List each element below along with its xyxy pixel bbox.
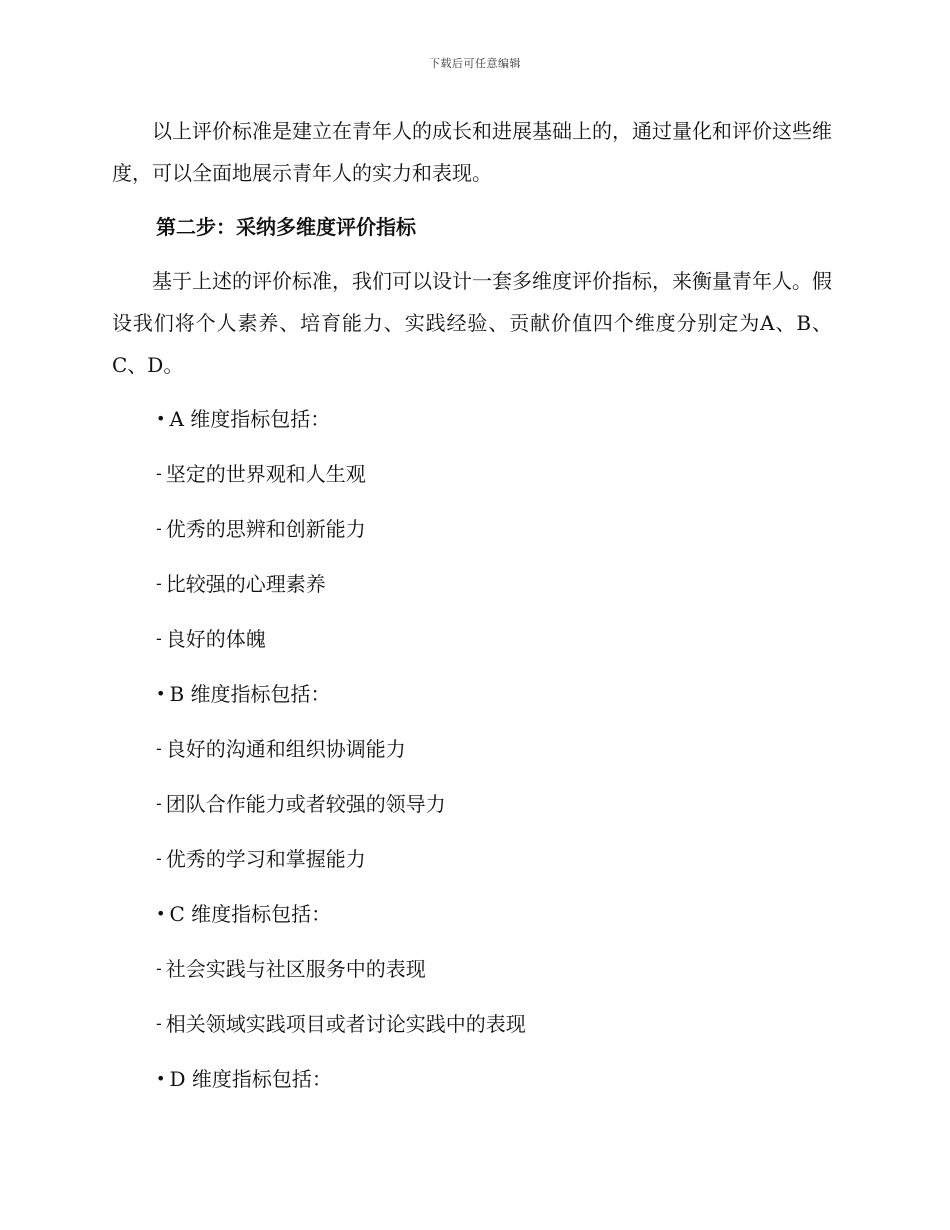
list-item <box>112 838 832 880</box>
dash-marker: - <box>156 849 162 868</box>
list-item-text: D 维度指标包括： <box>169 1067 332 1091</box>
list-item <box>112 563 832 605</box>
list-item <box>112 453 832 495</box>
list-item <box>112 618 832 660</box>
list-item-text: 相关领域实践项目或者讨论实践中的表现 <box>165 1012 526 1036</box>
list-item <box>112 948 832 990</box>
bullet-marker: • <box>156 1069 166 1088</box>
dash-marker: - <box>156 794 162 813</box>
list-item-text: 良好的沟通和组织协调能力 <box>165 737 406 761</box>
list-item-text: 团队合作能力或者较强的领导力 <box>165 792 446 816</box>
dash-marker: - <box>156 464 162 483</box>
bullet-marker: • <box>156 904 166 923</box>
dash-marker: - <box>156 574 162 593</box>
dash-marker: - <box>156 629 162 648</box>
paragraph-intro: 基于上述的评价标准，我们可以设计一套多维度评价指标，来衡量青年人。假设我们将个人素养、培育能力、实践经验、贡献价值四个维度分别定为A、B、C、D。 <box>112 269 832 377</box>
dash-marker: - <box>156 519 162 538</box>
list-item-text: C 维度指标包括： <box>169 902 332 926</box>
indicator-list <box>112 398 832 1100</box>
list-item-text: 良好的体魄 <box>165 627 266 651</box>
list-item <box>112 1003 832 1045</box>
dash-marker: - <box>156 1014 162 1033</box>
bullet-marker: • <box>156 684 166 703</box>
list-item-text: A 维度指标包括： <box>169 407 331 431</box>
list-item <box>112 398 832 440</box>
list-item <box>112 673 832 715</box>
list-item-text: B 维度指标包括： <box>169 682 331 706</box>
bullet-marker: • <box>156 409 166 428</box>
list-item <box>112 1058 832 1100</box>
list-item-text: 社会实践与社区服务中的表现 <box>165 957 426 981</box>
dash-marker: - <box>156 739 162 758</box>
list-item <box>112 783 832 825</box>
dash-marker: - <box>156 959 162 978</box>
list-item <box>112 893 832 935</box>
list-item-text: 优秀的思辨和创新能力 <box>165 517 366 541</box>
document-body <box>112 110 832 1113</box>
page-header: 下载后可任意编辑 <box>429 57 521 70</box>
list-item-text: 坚定的世界观和人生观 <box>165 462 366 486</box>
list-item <box>112 508 832 550</box>
section-heading: 第二步：采纳多维度评价指标 <box>156 215 416 239</box>
paragraph-summary: 以上评价标准是建立在青年人的成长和进展基础上的，通过量化和评价这些维度，可以全面地展示青年人的实力和表现。 <box>112 119 832 185</box>
list-item-text: 优秀的学习和掌握能力 <box>165 847 366 871</box>
list-item-text: 比较强的心理素养 <box>165 572 326 596</box>
list-item <box>112 728 832 770</box>
